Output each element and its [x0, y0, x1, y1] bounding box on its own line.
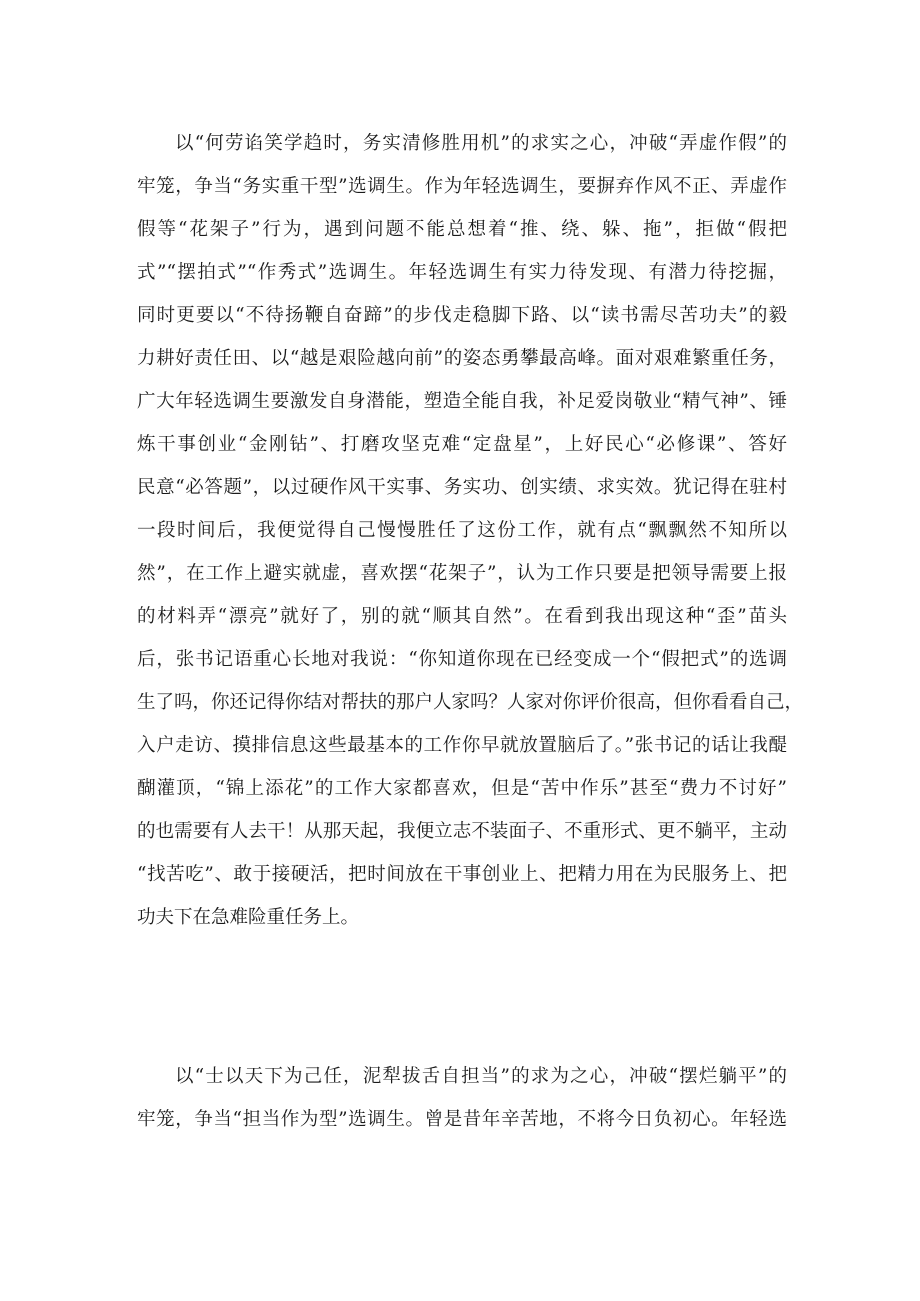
paragraph-1-line-10: 一段时间后，我便觉得自己慢慢胜任了这份工作，就有点“飘飘然不知所以: [137, 520, 787, 541]
paragraph-1-line-16: 醐灌顶，“锦上添花”的工作大家都喜欢，但是“苦中作乐”甚至“费力不讨好”: [137, 778, 787, 799]
paragraph-1-line-9: 民意“必答题”，以过硬作风干实事、务实功、创实绩、求实效。犹记得在驻村: [137, 477, 787, 498]
paragraph-1-line-11: 然”，在工作上避实就虚，喜欢摆“花架子”，认为工作只要是把领导需要上报: [137, 563, 787, 584]
paragraph-2-line-2: 牢笼，争当“担当作为型”选调生。曾是昔年辛苦地，不将今日负初心。年轻选: [137, 1109, 787, 1130]
paragraph-1-line-19: 功夫下在急难险重任务上。: [137, 907, 360, 928]
paragraph-1-line-6: 力耕好责任田、以“越是艰险越向前”的姿态勇攀最高峰。面对艰难繁重任务，: [137, 348, 787, 369]
paragraph-1-line-7: 广大年轻选调生要激发自身潜能，塑造全能自我，补足爱岗敬业“精气神”、锤: [137, 391, 787, 412]
paragraph-1-line-4: 式”“摆拍式”“作秀式”选调生。年轻选调生有实力待发现、有潜力待挖掘，: [137, 262, 787, 283]
paragraph-1-line-1: 以“何劳谄笑学趋时，务实清修胜用机”的求实之心，冲破“弄虚作假”的: [175, 133, 787, 154]
paragraph-1-line-2: 牢笼，争当“务实重干型”选调生。作为年轻选调生，要摒弃作风不正、弄虚作: [137, 176, 787, 197]
paragraph-1-line-15: 入户走访、摸排信息这些最基本的工作你早就放置脑后了。”张书记的话让我醍: [137, 735, 787, 756]
paragraph-1-line-8: 炼干事创业“金刚钻”、打磨攻坚克难“定盘星”，上好民心“必修课”、答好: [137, 434, 787, 455]
paragraph-1-line-18: “找苦吃”、敢于接硬活，把时间放在干事创业上、把精力用在为民服务上、把: [137, 864, 787, 885]
paragraph-1-line-5: 同时更要以“不待扬鞭自奋蹄”的步伐走稳脚下路、以“读书需尽苦功夫”的毅: [137, 305, 787, 326]
paragraph-1-line-14: 生了吗，你还记得你结对帮扶的那户人家吗？人家对你评价很高，但你看看自己，: [137, 692, 804, 713]
paragraph-1-line-12: 的材料弄“漂亮”就好了，别的就“顺其自然”。在看到我出现这种“歪”苗头: [137, 606, 787, 627]
paragraph-1-line-17: 的也需要有人去干！从那天起，我便立志不装面子、不重形式、更不躺平，主动: [137, 821, 787, 842]
paragraph-2-line-1: 以“士以天下为己任，泥犁拔舌自担当”的求为之心，冲破“摆烂躺平”的: [175, 1066, 787, 1087]
paragraph-1-line-3: 假等“花架子”行为，遇到问题不能总想着“推、绕、躲、拖”，拒做“假把: [137, 219, 787, 240]
paragraph-1-line-13: 后，张书记语重心长地对我说：“你知道你现在已经变成一个“假把式”的选调: [137, 649, 787, 670]
